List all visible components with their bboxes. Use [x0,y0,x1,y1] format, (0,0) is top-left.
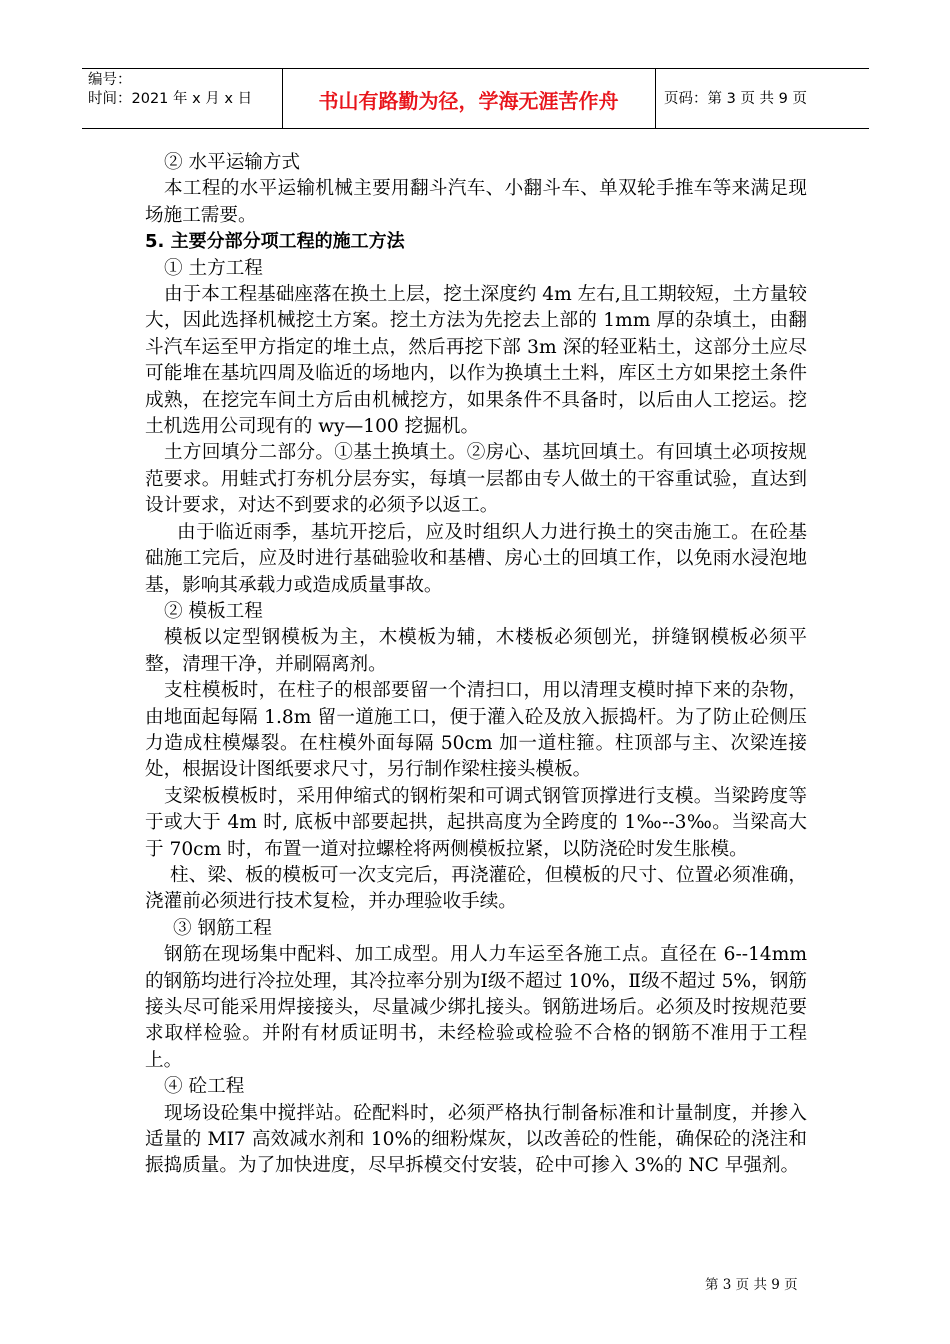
document-time: 时间：2021 年 x 月 x 日 [88,91,253,107]
subsection-heading: ① 土方工程 [164,257,263,279]
header-divider [655,68,656,129]
document-number-label: 编号： [88,72,132,88]
header-meta [88,71,252,109]
subsection-heading: ② 模板工程 [164,600,263,622]
paragraph: 钢筋在现场集中配料、加工成型。用人力车运至各施工点。直径在 6--14mm 的钢筋均进行冷拉处理，其冷拉率分别为Ⅰ级不超过 10%，Ⅱ级不超过 5%，钢筋接头尽可能采用焊接接头，尽量减少绑扎接头。钢筋进场后。必须及时按规范要求取样检验。并附有材质证明书，未经检验或检验不合格的钢筋不准用于工程上。 [145,944,807,1071]
page-footer: 第 3 页 共 9 页 [705,1277,798,1293]
paragraph: 本工程的水平运输机械主要用翻斗汽车、小翻斗车、单双轮手推车等来满足现场施工需要。 [145,178,807,226]
paragraph: 由于临近雨季，基坑开挖后，应及时组织人力进行换土的突击施工。在砼基础施工完后，应及时进行基础验收和基槽、房心土的回填工作，以免雨水浸泡地基，影响其承载力或造成质量事故。 [145,521,807,596]
header-top-rule [82,68,869,69]
subsection-heading: ③ 钢筋工程 [173,917,272,939]
paragraph: 支梁板模板时，采用伸缩式的钢桁架和可调式钢管顶撑进行支模。当梁跨度等于或大于 4m 时, 底板中部要起拱，起拱高度为全跨度的 1‰--3‰。当梁高大于 70cm 时，布置一道对拉螺栓将两侧模板拉紧，以防浇砼时发生胀模。 [145,785,807,860]
paragraph: 支柱模板时，在柱子的根部要留一个清扫口，用以清理支模时掉下来的杂物，由地面起每隔 1.8m 留一道施工口，便于灌入砼及放入振捣杆。为了防止砼侧压力造成柱模爆裂。在柱模外面每隔 50cm 加一道柱箍。柱顶部与主、次梁连接处，根据设计图纸要求尺寸，另行制作梁柱接头模板。 [145,680,807,781]
header-page-info: 页码：第 3 页 共 9 页 [664,91,807,107]
section-heading: 5. 主要分部分项工程的施工方法 [145,231,405,253]
page-header [82,68,869,130]
document-body [145,150,807,1180]
subsection-heading: ④ 砼工程 [164,1076,245,1098]
paragraph: 土方回填分二部分。①基土换填土。②房心、基坑回填土。有回填土必项按规范要求。用蛙式打夯机分层夯实，每填一层都由专人做土的干容重试验，直达到设计要求，对达不到要求的必须予以返工。 [145,442,807,517]
paragraph: 模板以定型钢模板为主，木模板为辅，木楼板必须刨光，拼缝钢模板必须平整，清理干净，并刷隔离剂。 [145,627,807,675]
subsection-heading: ② 水平运输方式 [164,152,301,173]
paragraph: 柱、梁、板的模板可一次支完后，再浇灌砼，但模板的尺寸、位置必须准确，浇灌前必须进行技术复检，并办理验收手续。 [145,864,807,913]
header-bottom-rule [82,128,869,129]
paragraph: 现场设砼集中搅拌站。砼配料时，必须严格执行制备标准和计量制度，并掺入适量的 MI7 高效减水剂和 10%的细粉煤灰，以改善砼的性能，确保砼的浇注和振捣质量。为了加快进度，尽早拆模交付安装，砼中可掺入 3%的 NC 早强剂。 [145,1102,807,1177]
header-motto: 书山有路勤为径，学海无涯苦作舟 [318,89,619,113]
paragraph: 由于本工程基础座落在换土上层，挖土深度约 4m 左右,且工期较短，土方量较大，因此选择机械挖土方案。挖土方法为先挖去上部的 1mm 厚的杂填土，由翻斗汽车运至甲方指定的堆土点，然后再挖下部 3m 深的轻亚粘土，这部分土应尽可能堆在基坑四周及临近的场地内，以作为换填土土料，库区土方如果挖土条件成熟，在挖完车间土方后由机械挖方，如果条件不具备时，以后由人工挖运。挖土机选用公司现有的 wy—100 挖掘机。 [145,284,807,438]
